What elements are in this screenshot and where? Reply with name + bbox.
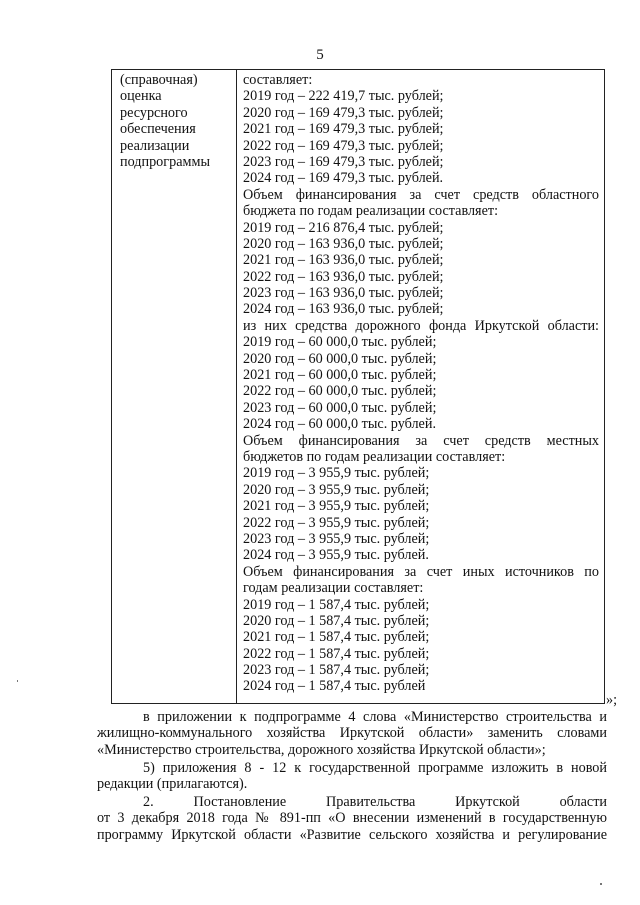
value-line: бюджета по годам реализации составляет: (243, 203, 499, 220)
paragraph-item-5 (97, 760, 607, 793)
value-line: 2023 год – 169 479,3 тыс. рублей; (243, 153, 444, 170)
paragraph-line: в приложении к подпрограмме 4 слова «Министерство строительства и (143, 709, 607, 725)
paragraph-item-2 (97, 794, 607, 843)
value-line: Объем финансирования за счет средств местных (243, 432, 599, 449)
paragraph-line: 5) приложения 8 - 12 к государственной программе изложить в новой (143, 760, 607, 776)
label-line: подпрограммы (120, 154, 210, 171)
label-line: обеспечения (120, 121, 196, 138)
value-line: 2020 год – 163 936,0 тыс. рублей; (243, 235, 444, 252)
value-line: 2019 год – 216 876,4 тыс. рублей; (243, 219, 444, 236)
value-line: 2020 год – 60 000,0 тыс. рублей; (243, 350, 437, 367)
value-line: 2019 год – 60 000,0 тыс. рублей; (243, 334, 437, 351)
value-line: 2021 год – 169 479,3 тыс. рублей; (243, 121, 444, 138)
value-line: 2020 год – 1 587,4 тыс. рублей; (243, 612, 430, 629)
value-line: 2024 год – 163 936,0 тыс. рублей; (243, 301, 444, 318)
page-number: 5 (316, 47, 324, 63)
value-line: 2020 год – 3 955,9 тыс. рублей; (243, 481, 430, 498)
label-cell (120, 72, 232, 170)
value-line: 2020 год – 169 479,3 тыс. рублей; (243, 104, 444, 121)
value-line: 2023 год – 1 587,4 тыс. рублей; (243, 662, 430, 679)
value-line: 2021 год – 60 000,0 тыс. рублей; (243, 367, 437, 384)
label-line: (справочная) (120, 72, 198, 88)
label-line: реализации (120, 137, 190, 154)
paragraph-line: 2. Постановление Правительства Иркутской области (143, 794, 607, 810)
paragraph-line: программу Иркутской области «Развитие сельского хозяйства и регулирование (97, 826, 607, 843)
value-line: 2022 год – 1 587,4 тыс. рублей; (243, 645, 430, 662)
value-line: Объем финансирования за счет иных источников по (243, 563, 599, 580)
value-line: 2021 год – 163 936,0 тыс. рублей; (243, 252, 444, 269)
value-line: 2022 год – 169 479,3 тыс. рублей; (243, 137, 444, 154)
paragraph-line: жилищно-коммунального хозяйства Иркутской области» заменить словами (97, 725, 607, 742)
value-line: 2019 год – 1 587,4 тыс. рублей; (243, 596, 430, 613)
table-closing-quote: »; (606, 692, 618, 708)
value-line: Объем финансирования за счет средств областного (243, 186, 599, 203)
label-line: оценка (120, 88, 162, 105)
value-line: 2023 год – 163 936,0 тыс. рублей; (243, 285, 444, 302)
value-line: бюджетов по годам реализации составляет: (243, 448, 506, 465)
paragraph-line: редакции (прилагаются). (97, 776, 248, 793)
value-line: 2024 год – 60 000,0 тыс. рублей. (243, 416, 436, 433)
value-line: составляет: (243, 72, 313, 88)
value-line: 2022 год – 3 955,9 тыс. рублей; (243, 514, 430, 531)
value-line: 2019 год – 222 419,7 тыс. рублей; (243, 88, 444, 105)
value-line: 2021 год – 3 955,9 тыс. рублей; (243, 498, 430, 515)
value-line: из них средства дорожного фонда Иркутской области: (243, 317, 599, 334)
value-line: 2022 год – 163 936,0 тыс. рублей; (243, 268, 444, 285)
value-line: 2024 год – 169 479,3 тыс. рублей. (243, 170, 444, 187)
funding-table (111, 69, 605, 704)
paragraph-appendix-4 (97, 709, 607, 758)
scan-speck (600, 883, 602, 885)
paragraph-line: от 3 декабря 2018 года № 891-пп «О внесении изменений в государственную (97, 810, 607, 827)
value-line: 2022 год – 60 000,0 тыс. рублей; (243, 383, 437, 400)
column-divider (236, 70, 237, 703)
value-line: 2024 год – 1 587,4 тыс. рублей (243, 678, 426, 695)
value-line: 2023 год – 60 000,0 тыс. рублей; (243, 399, 437, 416)
value-cell (243, 72, 599, 695)
value-line: 2019 год – 3 955,9 тыс. рублей; (243, 465, 430, 482)
value-line: 2024 год – 3 955,9 тыс. рублей. (243, 547, 429, 564)
label-line: ресурсного (120, 104, 188, 121)
value-line: годам реализации составляет: (243, 580, 424, 597)
value-line: 2021 год – 1 587,4 тыс. рублей; (243, 629, 430, 646)
scan-speck (17, 680, 18, 682)
paragraph-line: «Министерство строительства, дорожного хозяйства Иркутской области»; (97, 741, 546, 758)
value-line: 2023 год – 3 955,9 тыс. рублей; (243, 530, 430, 547)
